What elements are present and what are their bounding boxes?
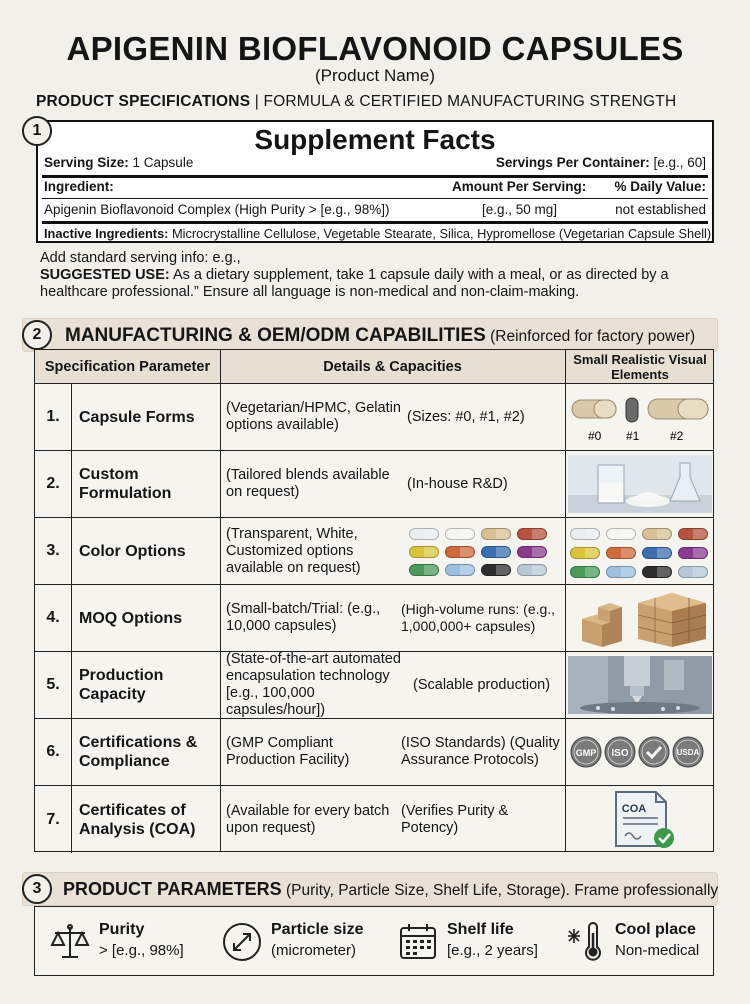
color-capsule: [570, 566, 600, 578]
param-label: Cool place: [615, 921, 696, 938]
color-capsule: [642, 528, 672, 540]
row-detail-1: (State-of-the-art automated encapsulation technology [e.g., 100,000 capsules/hour]): [226, 651, 401, 718]
section-header-2: [22, 318, 718, 352]
section-number-2: 2: [22, 320, 52, 350]
row-divider: [71, 585, 72, 651]
row-number: 3.: [46, 542, 60, 559]
resize-icon: [221, 921, 263, 963]
inactive-label: Inactive Ingredients:: [44, 226, 169, 241]
color-capsules-visual: [568, 522, 712, 580]
table-row: [35, 652, 713, 719]
row-detail-1: (Available for every batch upon request): [226, 802, 390, 836]
scale-icon: [49, 921, 91, 963]
facts-divider: [42, 221, 708, 224]
color-capsule: [481, 528, 511, 540]
param-value: Non-medical: [615, 942, 700, 959]
row-number: 7.: [46, 810, 60, 828]
facts-divider: [42, 175, 708, 178]
spec-line: [36, 93, 676, 111]
color-capsule: [606, 528, 636, 540]
table-row: [35, 384, 713, 451]
capsule-size-label: #2: [670, 429, 684, 443]
inactive-value: Microcrystalline Cellulose, Vegetable Stearate, Silica, Hypromellose (Vegetarian Capsule Shell): [168, 226, 712, 241]
row-detail-1: (Transparent, White, Customized options available on request): [226, 525, 361, 576]
ingredient-name: Apigenin Bioflavonoid Complex (High Purity > [e.g., 98%]): [44, 202, 390, 217]
color-capsule: [517, 546, 547, 558]
row-detail-1: (GMP Compliant Production Facility): [226, 735, 350, 768]
row-detail-2: (In-house R&D): [407, 475, 508, 492]
boxes-visual: [568, 589, 712, 647]
capsule-size-icons: [568, 388, 712, 446]
row-name: Custom Formulation: [79, 466, 172, 502]
lab-beaker-icon: [568, 455, 712, 513]
spec-line-bold: PRODUCT SPECIFICATIONS: [36, 93, 251, 110]
table-row: [35, 719, 713, 786]
col-amount: Amount Per Serving:: [452, 179, 587, 194]
certification-badges: [568, 723, 712, 781]
color-capsule: [642, 566, 672, 578]
row-name: Certificates of Analysis (COA): [79, 801, 196, 838]
color-capsule: [445, 564, 475, 576]
row-detail-1: (Small-batch/Trial: (e.g., 10,000 capsules): [226, 601, 381, 634]
product-parameters: [34, 906, 714, 976]
facts-title: Supplement Facts: [254, 124, 496, 155]
row-detail-2: (Sizes: #0, #1, #2): [407, 408, 525, 425]
color-capsule: [409, 564, 439, 576]
row-number: 1.: [46, 408, 60, 425]
param-label: Shelf life: [447, 921, 514, 938]
row-detail-2: (Scalable production): [413, 676, 551, 693]
row-detail-2: (ISO Standards) (Quality Assurance Protocols): [401, 735, 560, 768]
table-header: [35, 350, 713, 384]
section-title-3-note: (Purity, Particle Size, Shelf Life, Storage). Frame professionally: [281, 882, 719, 899]
certification-badges-visual: [568, 723, 712, 781]
facts-serving-row: [44, 155, 706, 170]
suggested-use-label: SUGGESTED USE:: [40, 267, 170, 283]
row-number: 2.: [46, 475, 60, 492]
header-spec-parameter: Specification Parameter: [44, 358, 211, 375]
gmp-badge-label: GMP: [575, 748, 597, 758]
color-capsule: [481, 564, 511, 576]
color-capsule: [678, 566, 708, 578]
color-capsule: [606, 566, 636, 578]
capsule-size-label: #0: [588, 429, 602, 443]
spec-line-rest: | FORMULA & CERTIFIED MANUFACTURING STRENGTH: [250, 93, 677, 110]
section-number-3: 3: [22, 874, 52, 904]
capsule-sizes-visual: [568, 388, 712, 446]
serving-note: [40, 250, 720, 301]
col-daily-value: % Daily Value:: [614, 179, 706, 194]
param-label: Purity: [99, 921, 145, 938]
row-detail-1: (Vegetarian/HPMC, Gelatin options available): [226, 400, 401, 433]
usda-badge-label: USDA: [676, 748, 700, 757]
coa-document-icon: [568, 790, 712, 849]
row-number: 4.: [46, 609, 60, 626]
note-line: Add standard serving info: e.g.,: [40, 250, 241, 266]
inactive-row: [44, 226, 712, 241]
suggested-use-text: As a dietary supplement, take 1 capsule daily with a meal, or as directed by a healthcare professional.” Ensure all language is non-medical and non-claim-making.: [40, 267, 669, 300]
row-name: Color Options: [79, 542, 186, 560]
machine-visual: [568, 656, 712, 714]
facts-divider: [42, 198, 708, 199]
calendar-icon: [397, 921, 439, 963]
page-subtitle: (Product Name): [315, 66, 435, 85]
color-capsule: [517, 528, 547, 540]
encapsulation-machine-icon: [568, 656, 712, 714]
table-row: [35, 786, 713, 853]
color-capsule: [517, 564, 547, 576]
row-divider: [71, 719, 72, 785]
capsule-size-label: #1: [626, 429, 640, 443]
table-row: [35, 518, 713, 585]
row-divider: [71, 518, 72, 584]
color-capsule: [678, 547, 708, 559]
table-row: [35, 451, 713, 518]
section-title-3: [63, 879, 718, 901]
serving-size-value: 1 Capsule: [128, 155, 194, 170]
row-divider: [71, 652, 72, 718]
row-number: 6.: [46, 743, 60, 760]
row-divider: [71, 786, 72, 853]
section-title-3-main: PRODUCT PARAMETERS: [63, 879, 282, 899]
param-value: > [e.g., 98%]: [99, 942, 184, 959]
color-capsule: [642, 547, 672, 559]
table-row: [35, 585, 713, 652]
ingredient-amount: [e.g., 50 mg]: [482, 202, 558, 217]
lab-beaker-visual: [568, 455, 712, 513]
color-capsule: [445, 546, 475, 558]
section-header-3: [22, 872, 718, 906]
section-number-1: 1: [22, 116, 52, 146]
row-name: Production Capacity: [79, 667, 164, 703]
color-capsule: [570, 528, 600, 540]
row-divider: [71, 451, 72, 517]
header-details: Details & Capacities: [323, 358, 462, 375]
row-name: Certifications & Compliance: [79, 734, 198, 770]
param-value: [e.g., 2 years]: [447, 942, 538, 959]
param-value: (micrometer): [271, 942, 356, 959]
boxes-pallet-icon: [568, 589, 712, 647]
row-name: MOQ Options: [79, 609, 183, 627]
thermometer-snow-icon: [565, 921, 607, 963]
section-title-2: [65, 325, 695, 347]
row-name: Capsule Forms: [79, 408, 195, 426]
color-capsule: [409, 546, 439, 558]
iso-badge-label: ISO: [611, 748, 629, 759]
ingredient-row: [44, 202, 706, 217]
servings-label: Servings Per Container:: [495, 155, 650, 170]
row-divider: [71, 384, 72, 450]
color-capsule: [409, 528, 439, 540]
servings-value: [e.g., 60]: [649, 155, 706, 170]
color-capsule: [481, 546, 511, 558]
section-title-2-note: (Reinforced for factory power): [485, 328, 696, 345]
row-detail-2: (Verifies Purity & Potency): [401, 802, 509, 836]
coa-visual: [568, 790, 712, 849]
coa-label: COA: [621, 803, 647, 815]
row-detail-2: (High-volume runs: (e.g., 1,000,000+ capsules): [401, 601, 556, 634]
color-capsule: [570, 547, 600, 559]
color-capsule: [678, 528, 708, 540]
param-label: Particle size: [271, 921, 364, 938]
color-capsules-grid: [409, 526, 559, 578]
header-visuals: Small Realistic Visual Elements: [573, 352, 707, 382]
serving-size-label: Serving Size:: [44, 155, 129, 170]
suggested-use: [40, 267, 720, 301]
row-number: 5.: [46, 676, 60, 693]
section-title-2-main: MANUFACTURING & OEM/ODM CAPABILITIES: [65, 325, 486, 346]
capabilities-table: [34, 349, 714, 852]
col-ingredient: Ingredient:: [44, 179, 114, 194]
facts-header-row: [44, 179, 706, 194]
ingredient-dv: not established: [615, 202, 706, 217]
color-capsule: [606, 547, 636, 559]
supplement-facts-box: [36, 120, 714, 243]
color-capsule: [445, 528, 475, 540]
row-detail-1: (Tailored blends available on request): [226, 467, 390, 500]
page-title: APIGENIN BIOFLAVONOID CAPSULES: [66, 30, 684, 67]
